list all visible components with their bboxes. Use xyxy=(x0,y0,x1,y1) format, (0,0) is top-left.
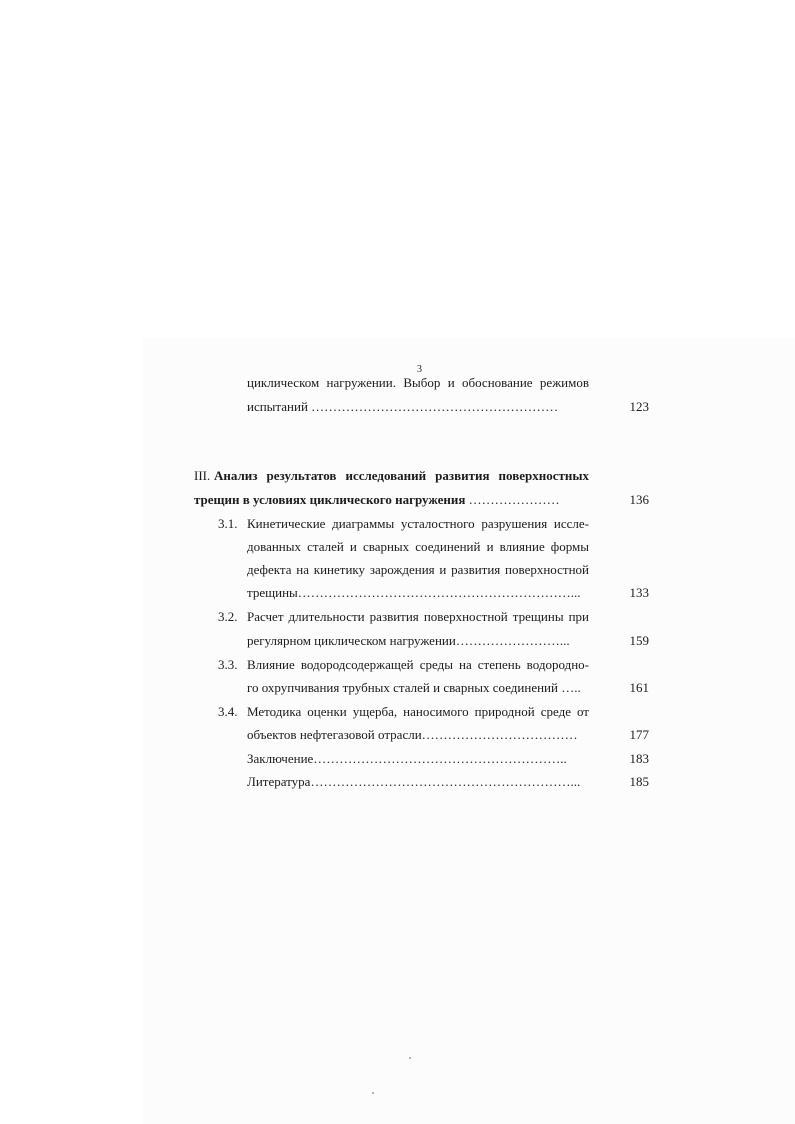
section-3-4-number: 3.4. xyxy=(218,704,238,719)
section-3-1-line-3: дефекта на кинетику зарождения и развития поверхностной xyxy=(247,562,589,577)
chapter-title-dots: ………………… xyxy=(465,492,560,507)
section-3-4-line-1: Методика оценки ущерба, наносимого природной среде от xyxy=(247,704,589,719)
toc-continued-page: 123 xyxy=(629,399,649,414)
section-3-2-page: 159 xyxy=(629,633,649,648)
page-number: 3 xyxy=(417,364,422,375)
section-3-1-page: 133 xyxy=(629,585,649,600)
chapter-title-line-1: Анализ результатов исследований развития поверхностных xyxy=(214,468,589,483)
section-3-2-line-1: Расчет длительности развития поверхностной трещины при xyxy=(247,609,589,624)
section-3-4-line-2: объектов нефтегазовой отрасли……………………………… xyxy=(247,727,578,742)
section-3-1-line-4: трещины………………………………………………………... xyxy=(247,585,581,600)
section-3-4-page: 177 xyxy=(629,727,649,742)
chapter-title-line-2 xyxy=(194,492,560,508)
section-3-3-number: 3.3. xyxy=(218,657,238,672)
section-3-3-line-1: Влияние водородсодержащей среды на степень водородно- xyxy=(247,657,589,672)
section-3-2-line-2: регулярном циклическом нагружении……………………... xyxy=(247,633,570,648)
chapter-page: 136 xyxy=(629,492,649,507)
chapter-title-line-2-bold: трещин в условиях циклического нагружения xyxy=(194,492,466,507)
section-3-3-line-2: го охрупчивания трубных сталей и сварных соединений ….. xyxy=(247,680,581,695)
toc-conclusion-page: 183 xyxy=(629,751,649,766)
section-3-3-page: 161 xyxy=(629,680,649,695)
toc-literature-page: 185 xyxy=(629,774,649,789)
section-3-1-number: 3.1. xyxy=(218,516,238,531)
toc-continued-line-2: испытаний ………………………………………………… xyxy=(247,399,559,414)
toc-conclusion: Заключение………………………………………………….. xyxy=(247,751,567,766)
section-3-1-line-2: дованных сталей и сварных соединений и влияние формы xyxy=(247,539,589,554)
toc-continued-line-1: циклическом нагружении. Выбор и обоснование режимов xyxy=(247,375,589,390)
section-3-1-line-1: Кинетические диаграммы усталостного разрушения иссле- xyxy=(247,516,589,531)
toc-literature: Литература……………………………………………………... xyxy=(247,774,581,789)
scan-speck xyxy=(372,1092,374,1094)
chapter-roman-numeral: III. xyxy=(194,468,211,483)
scan-speck xyxy=(409,1057,411,1059)
section-3-2-number: 3.2. xyxy=(218,609,238,624)
